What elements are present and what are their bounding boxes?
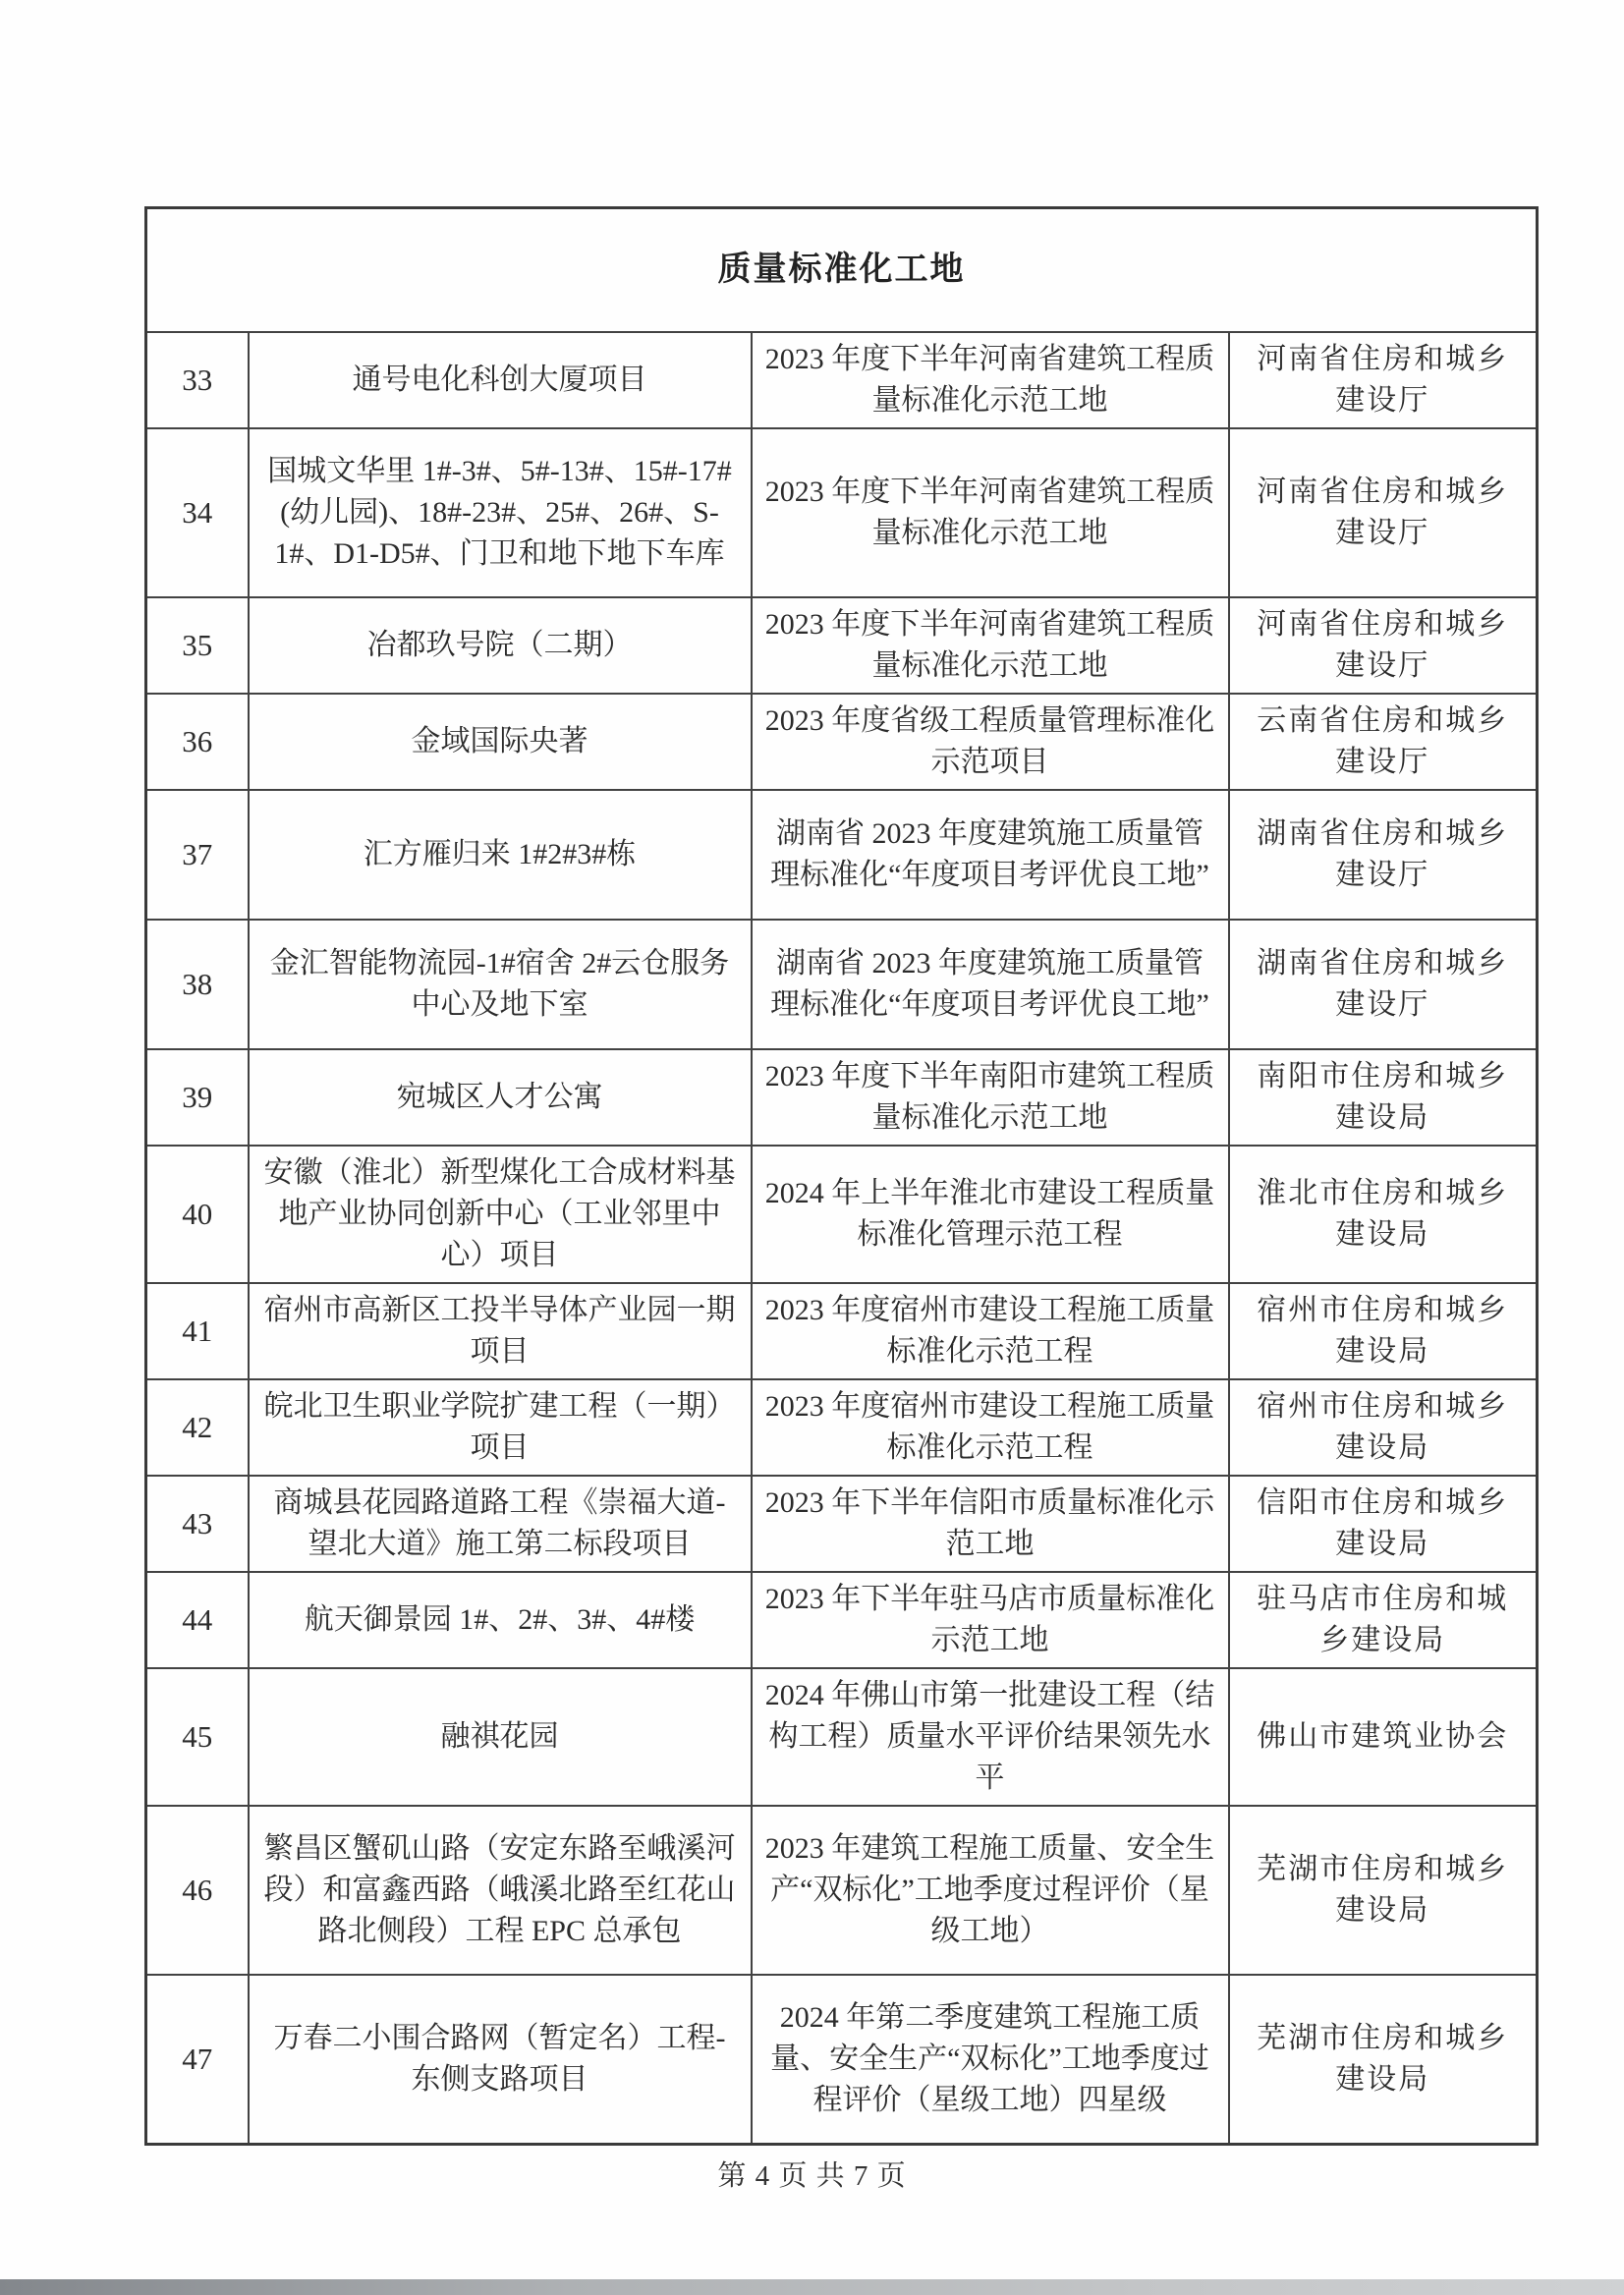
project-name: 商城县花园路道路工程《崇福大道-望北大道》施工第二标段项目 xyxy=(249,1476,752,1572)
project-name: 宿州市高新区工投半导体产业园一期项目 xyxy=(249,1283,752,1379)
table-row xyxy=(146,920,1538,1049)
issuing-org: 芜湖市住房和城乡建设局 xyxy=(1229,1975,1538,2145)
row-number: 45 xyxy=(146,1668,249,1806)
table-row xyxy=(146,1476,1538,1572)
issuing-org: 河南省住房和城乡建设厅 xyxy=(1229,597,1538,694)
table-row xyxy=(146,1668,1538,1806)
award-title: 2023 年度宿州市建设工程施工质量标准化示范工程 xyxy=(752,1283,1229,1379)
issuing-org: 淮北市住房和城乡建设局 xyxy=(1229,1146,1538,1283)
issuing-org: 湖南省住房和城乡建设厅 xyxy=(1229,920,1538,1049)
issuing-org: 河南省住房和城乡建设厅 xyxy=(1229,332,1538,428)
table-row xyxy=(146,1146,1538,1283)
award-title: 2023 年下半年信阳市质量标准化示范工地 xyxy=(752,1476,1229,1572)
project-name: 皖北卫生职业学院扩建工程（一期）项目 xyxy=(249,1379,752,1476)
project-name: 融祺花园 xyxy=(249,1668,752,1806)
row-number: 35 xyxy=(146,597,249,694)
table-row xyxy=(146,1379,1538,1476)
award-title: 2023 年度下半年南阳市建筑工程质量标准化示范工地 xyxy=(752,1049,1229,1146)
table-row xyxy=(146,332,1538,428)
project-name: 国城文华里 1#-3#、5#-13#、15#-17#(幼儿园)、18#-23#、25#、26#、S- 1#、D1-D5#、门卫和地下地下车库 xyxy=(249,428,752,597)
award-title: 2023 年度省级工程质量管理标准化示范项目 xyxy=(752,694,1229,790)
table-row xyxy=(146,1572,1538,1668)
page-number: 第 4 页 共 7 页 xyxy=(717,2160,907,2192)
row-number: 41 xyxy=(146,1283,249,1379)
project-name: 万春二小围合路网（暂定名）工程-东侧支路项目 xyxy=(249,1975,752,2145)
project-name: 通号电化科创大厦项目 xyxy=(249,332,752,428)
award-title: 2024 年上半年淮北市建设工程质量标准化管理示范工程 xyxy=(752,1146,1229,1283)
row-number: 47 xyxy=(146,1975,249,2145)
table-row xyxy=(146,694,1538,790)
issuing-org: 佛山市建筑业协会 xyxy=(1229,1668,1538,1806)
row-number: 34 xyxy=(146,428,249,597)
row-number: 42 xyxy=(146,1379,249,1476)
project-name: 金域国际央著 xyxy=(249,694,752,790)
project-name: 安徽（淮北）新型煤化工合成材料基地产业协同创新中心（工业邻里中心）项目 xyxy=(249,1146,752,1283)
quality-standardization-awards-table xyxy=(144,206,1539,2146)
award-title: 2024 年第二季度建筑工程施工质量、安全生产“双标化”工地季度过程评价（星级工地）四星级 xyxy=(752,1975,1229,2145)
award-title: 2023 年下半年驻马店市质量标准化示范工地 xyxy=(752,1572,1229,1668)
award-title: 2023 年度下半年河南省建筑工程质量标准化示范工地 xyxy=(752,428,1229,597)
table-title: 质量标准化工地 xyxy=(146,208,1538,333)
row-number: 44 xyxy=(146,1572,249,1668)
award-title: 2023 年度宿州市建设工程施工质量标准化示范工程 xyxy=(752,1379,1229,1476)
issuing-org: 宿州市住房和城乡建设局 xyxy=(1229,1283,1538,1379)
scan-edge-artifact xyxy=(0,2279,1624,2295)
project-name: 金汇智能物流园-1#宿舍 2#云仓服务中心及地下室 xyxy=(249,920,752,1049)
table-row xyxy=(146,428,1538,597)
issuing-org: 驻马店市住房和城乡建设局 xyxy=(1229,1572,1538,1668)
table-row xyxy=(146,597,1538,694)
row-number: 46 xyxy=(146,1806,249,1975)
issuing-org: 云南省住房和城乡建设厅 xyxy=(1229,694,1538,790)
project-name: 宛城区人才公寓 xyxy=(249,1049,752,1146)
project-name: 冶都玖号院（二期） xyxy=(249,597,752,694)
award-title: 2023 年度下半年河南省建筑工程质量标准化示范工地 xyxy=(752,332,1229,428)
project-name: 繁昌区蟹矶山路（安定东路至峨溪河段）和富鑫西路（峨溪北路至红花山路北侧段）工程 EPC 总承包 xyxy=(249,1806,752,1975)
project-name: 汇方雁归来 1#2#3#栋 xyxy=(249,790,752,920)
row-number: 43 xyxy=(146,1476,249,1572)
issuing-org: 湖南省住房和城乡建设厅 xyxy=(1229,790,1538,920)
issuing-org: 南阳市住房和城乡建设局 xyxy=(1229,1049,1538,1146)
table-row xyxy=(146,1283,1538,1379)
row-number: 36 xyxy=(146,694,249,790)
row-number: 39 xyxy=(146,1049,249,1146)
project-name: 航天御景园 1#、2#、3#、4#楼 xyxy=(249,1572,752,1668)
award-title: 湖南省 2023 年度建筑施工质量管理标准化“年度项目考评优良工地” xyxy=(752,920,1229,1049)
row-number: 33 xyxy=(146,332,249,428)
table-row xyxy=(146,1806,1538,1975)
row-number: 38 xyxy=(146,920,249,1049)
row-number: 37 xyxy=(146,790,249,920)
row-number: 40 xyxy=(146,1146,249,1283)
award-title: 2023 年建筑工程施工质量、安全生产“双标化”工地季度过程评价（星级工地） xyxy=(752,1806,1229,1975)
table-row xyxy=(146,1975,1538,2145)
table-row xyxy=(146,1049,1538,1146)
award-title: 2023 年度下半年河南省建筑工程质量标准化示范工地 xyxy=(752,597,1229,694)
table-header-row xyxy=(146,208,1538,333)
issuing-org: 信阳市住房和城乡建设局 xyxy=(1229,1476,1538,1572)
table-row xyxy=(146,790,1538,920)
award-title: 2024 年佛山市第一批建设工程（结构工程）质量水平评价结果领先水平 xyxy=(752,1668,1229,1806)
award-title: 湖南省 2023 年度建筑施工质量管理标准化“年度项目考评优良工地” xyxy=(752,790,1229,920)
issuing-org: 宿州市住房和城乡建设局 xyxy=(1229,1379,1538,1476)
issuing-org: 河南省住房和城乡建设厅 xyxy=(1229,428,1538,597)
issuing-org: 芜湖市住房和城乡建设局 xyxy=(1229,1806,1538,1975)
